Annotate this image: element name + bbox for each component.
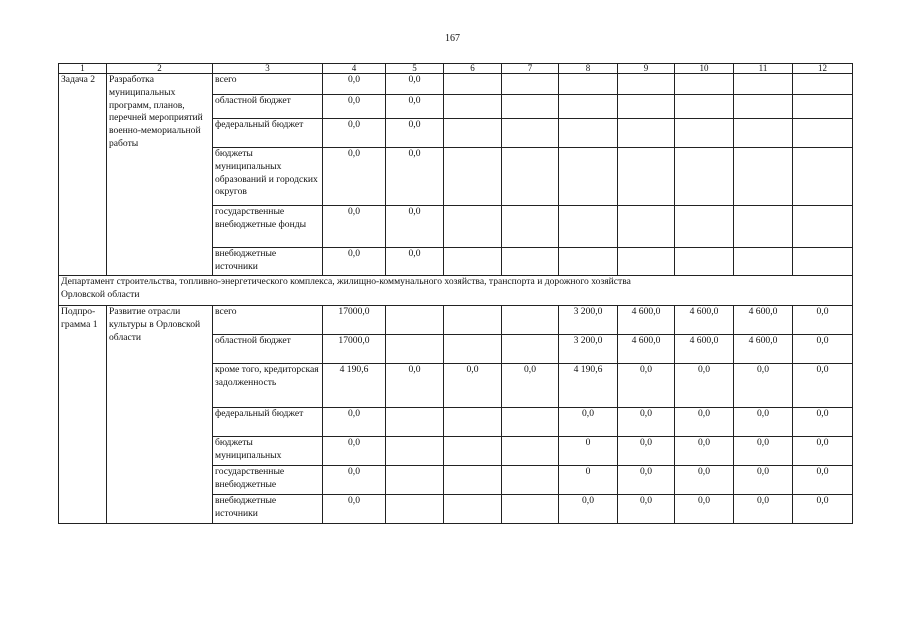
value-cell: 0,0 (793, 437, 853, 466)
funding-source-cell: кроме того, кредиторская задолженность (213, 364, 323, 408)
value-cell: 0,0 (386, 206, 444, 248)
value-cell (386, 466, 444, 495)
value-cell: 4 600,0 (675, 306, 734, 335)
value-cell (386, 306, 444, 335)
value-cell: 0,0 (793, 335, 853, 364)
value-cell (502, 408, 559, 437)
funding-source-cell: всего (213, 74, 323, 95)
value-cell: 0,0 (675, 466, 734, 495)
funding-source-cell: федеральный бюджет (213, 119, 323, 148)
value-cell: 17000,0 (323, 306, 386, 335)
header-cell: 5 (386, 64, 444, 74)
value-cell: 17000,0 (323, 335, 386, 364)
value-cell: 0,0 (386, 248, 444, 276)
value-cell: 0,0 (323, 408, 386, 437)
funding-source-cell: внебюджетные источники (213, 495, 323, 524)
value-cell: 0,0 (386, 148, 444, 206)
header-cell: 9 (618, 64, 675, 74)
funding-source-cell: бюджеты муниципальных образований и городских округов (213, 148, 323, 206)
value-cell: 0,0 (323, 95, 386, 119)
value-cell (386, 495, 444, 524)
value-cell: 0,0 (323, 466, 386, 495)
table-row (59, 74, 853, 95)
value-cell: 0,0 (323, 119, 386, 148)
task-name-cell: Разработка муниципальных программ, планов, перечней мероприятий военно-мемориальной работы (107, 74, 213, 276)
department-title: Департамент строительства, топливно-энергетического комплекса, жилищно-коммунального хозяйства, транспорта и дорожного хозяйства Орловской области (61, 276, 631, 300)
header-cell: 1 (59, 64, 107, 74)
value-cell (444, 335, 502, 364)
header-cell: 2 (107, 64, 213, 74)
value-cell (502, 437, 559, 466)
value-cell: 0,0 (734, 364, 793, 408)
budget-table (58, 63, 853, 524)
header-cell: 10 (675, 64, 734, 74)
value-cell: 0,0 (675, 437, 734, 466)
table-row (59, 306, 853, 335)
value-cell: 0,0 (559, 408, 618, 437)
value-cell: 0,0 (793, 495, 853, 524)
value-cell: 0,0 (323, 437, 386, 466)
value-cell: 4 190,6 (323, 364, 386, 408)
value-cell: 0,0 (618, 495, 675, 524)
value-cell: 4 600,0 (734, 306, 793, 335)
subprogram-code-cell: Подпро-грамма 1 (59, 306, 107, 524)
value-cell (444, 495, 502, 524)
header-cell: 12 (793, 64, 853, 74)
value-cell: 0,0 (675, 495, 734, 524)
header-cell: 4 (323, 64, 386, 74)
value-cell: 0 (559, 437, 618, 466)
value-cell: 0,0 (386, 364, 444, 408)
value-cell: 4 600,0 (734, 335, 793, 364)
funding-source-cell: государственные внебюджетные (213, 466, 323, 495)
value-cell: 0,0 (793, 408, 853, 437)
value-cell: 0,0 (734, 408, 793, 437)
value-cell: 0,0 (734, 437, 793, 466)
value-cell: 0,0 (323, 74, 386, 95)
value-cell: 0,0 (675, 408, 734, 437)
value-cell: 0 (559, 466, 618, 495)
department-row (59, 276, 853, 306)
value-cell (386, 408, 444, 437)
value-cell: 0,0 (734, 495, 793, 524)
value-cell: 0,0 (444, 364, 502, 408)
value-cell: 4 600,0 (675, 335, 734, 364)
value-cell (444, 306, 502, 335)
header-cell: 8 (559, 64, 618, 74)
value-cell: 0,0 (618, 364, 675, 408)
funding-source-cell: государственные внебюджетные фонды (213, 206, 323, 248)
funding-source-cell: бюджеты муниципальных (213, 437, 323, 466)
value-cell (502, 466, 559, 495)
page-number: 167 (445, 33, 460, 44)
value-cell: 0,0 (793, 306, 853, 335)
value-cell: 0,0 (734, 466, 793, 495)
subprogram-name-cell: Развитие отрасли культуры в Орловской области (107, 306, 213, 524)
funding-source-cell: всего (213, 306, 323, 335)
value-cell (386, 437, 444, 466)
value-cell (444, 437, 502, 466)
value-cell: 0,0 (386, 95, 444, 119)
header-cell: 7 (502, 64, 559, 74)
value-cell (502, 495, 559, 524)
funding-source-cell: областной бюджет (213, 95, 323, 119)
funding-source-cell: федеральный бюджет (213, 408, 323, 437)
header-cell: 3 (213, 64, 323, 74)
value-cell: 0,0 (618, 408, 675, 437)
value-cell: 0,0 (559, 495, 618, 524)
value-cell: 3 200,0 (559, 306, 618, 335)
value-cell: 0,0 (793, 466, 853, 495)
value-cell: 0,0 (618, 466, 675, 495)
header-row (59, 64, 853, 74)
value-cell: 0,0 (386, 74, 444, 95)
value-cell: 0,0 (618, 437, 675, 466)
value-cell: 0,0 (793, 364, 853, 408)
value-cell: 0,0 (386, 119, 444, 148)
value-cell (386, 335, 444, 364)
value-cell (444, 466, 502, 495)
funding-source-cell: областной бюджет (213, 335, 323, 364)
value-cell: 0,0 (323, 148, 386, 206)
value-cell (444, 408, 502, 437)
value-cell (502, 306, 559, 335)
task-code-cell: Задача 2 (59, 74, 107, 276)
value-cell: 3 200,0 (559, 335, 618, 364)
value-cell: 0,0 (323, 248, 386, 276)
value-cell: 0,0 (323, 495, 386, 524)
value-cell: 4 190,6 (559, 364, 618, 408)
value-cell: 0,0 (323, 206, 386, 248)
value-cell (502, 335, 559, 364)
header-cell: 6 (444, 64, 502, 74)
value-cell: 0,0 (502, 364, 559, 408)
funding-source-cell: внебюджетные источники (213, 248, 323, 276)
value-cell: 0,0 (675, 364, 734, 408)
header-cell: 11 (734, 64, 793, 74)
value-cell: 4 600,0 (618, 335, 675, 364)
value-cell: 4 600,0 (618, 306, 675, 335)
